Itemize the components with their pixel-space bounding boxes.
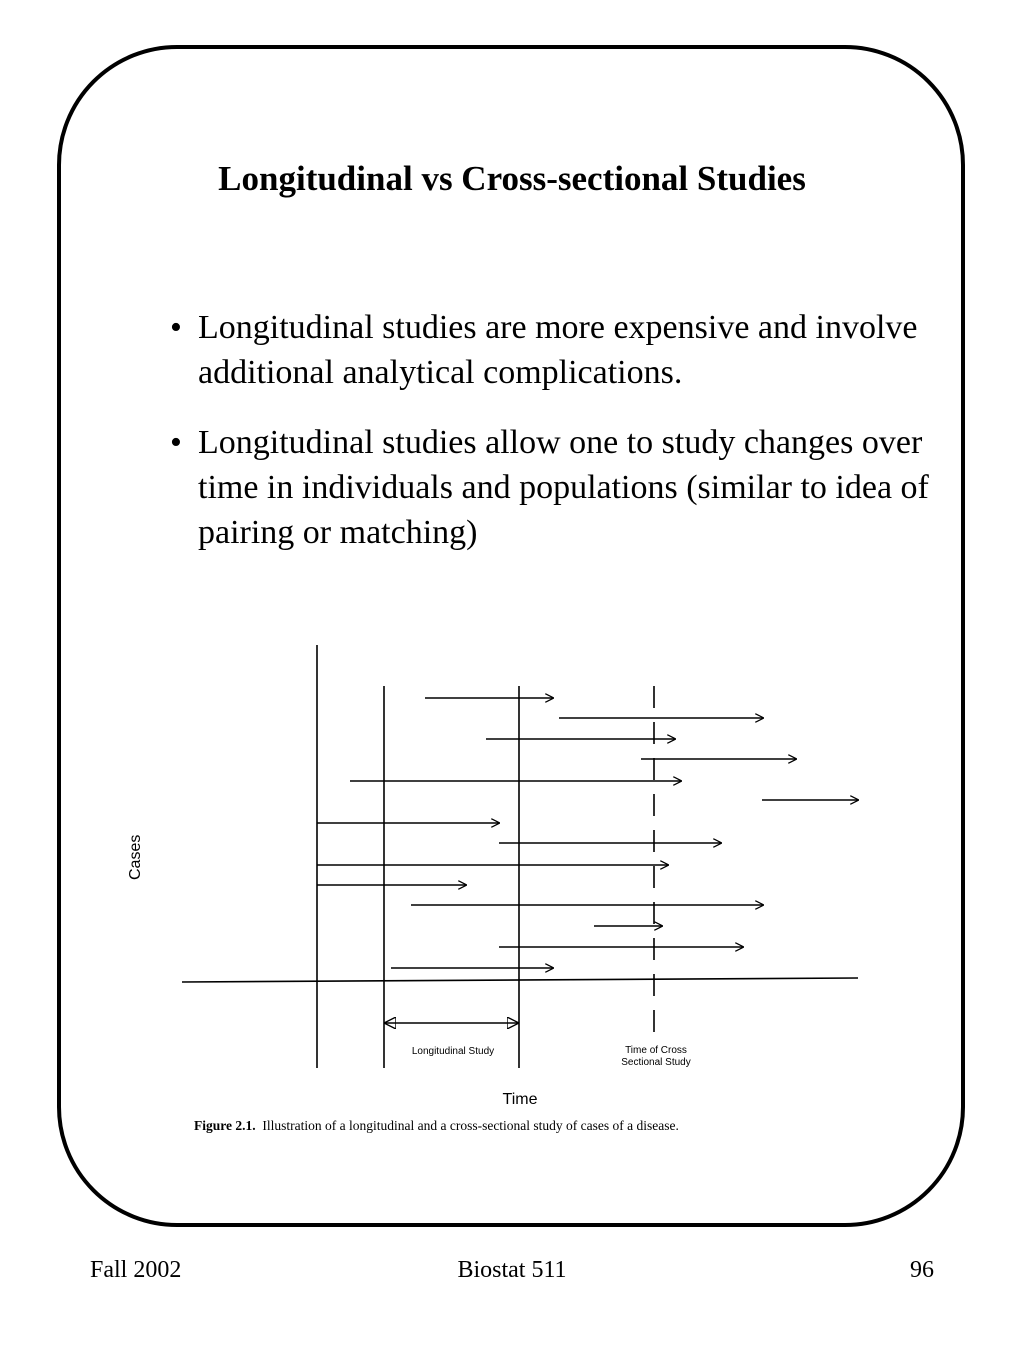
footer-center: Biostat 511 <box>457 1257 567 1283</box>
bullet-text: Longitudinal studies are more expensive and involve additional analytical complications. <box>198 309 918 391</box>
figure-caption <box>194 1117 679 1135</box>
slide-title: Longitudinal vs Cross-sectional Studies <box>218 159 806 198</box>
x-axis-line <box>182 978 858 982</box>
footer-left: Fall 2002 <box>90 1257 182 1283</box>
bullet-text: Longitudinal studies allow one to study changes over time in individuals and populations (similar to idea of pairing or matching) <box>198 424 929 551</box>
figure-caption-number: Figure 2.1. <box>194 1118 256 1133</box>
bullet-item <box>170 420 930 555</box>
bullet-list <box>170 305 930 580</box>
page-number: 96 <box>910 1257 934 1283</box>
bullet-item <box>170 305 930 395</box>
study-diagram-graphic <box>110 630 880 1150</box>
study-diagram <box>110 630 880 1150</box>
x-axis-label: Time <box>502 1091 538 1108</box>
figure-caption-text: Illustration of a longitudinal and a cross-sectional study of cases of a disease. <box>262 1118 679 1133</box>
cross-sectional-label: Time of Cross Sectional Study <box>621 1045 691 1068</box>
longitudinal-study-label: Longitudinal Study <box>411 1046 495 1057</box>
bullet-marker: • <box>170 309 182 346</box>
y-axis-label: Cases <box>127 834 144 880</box>
bullet-marker: • <box>170 424 182 461</box>
